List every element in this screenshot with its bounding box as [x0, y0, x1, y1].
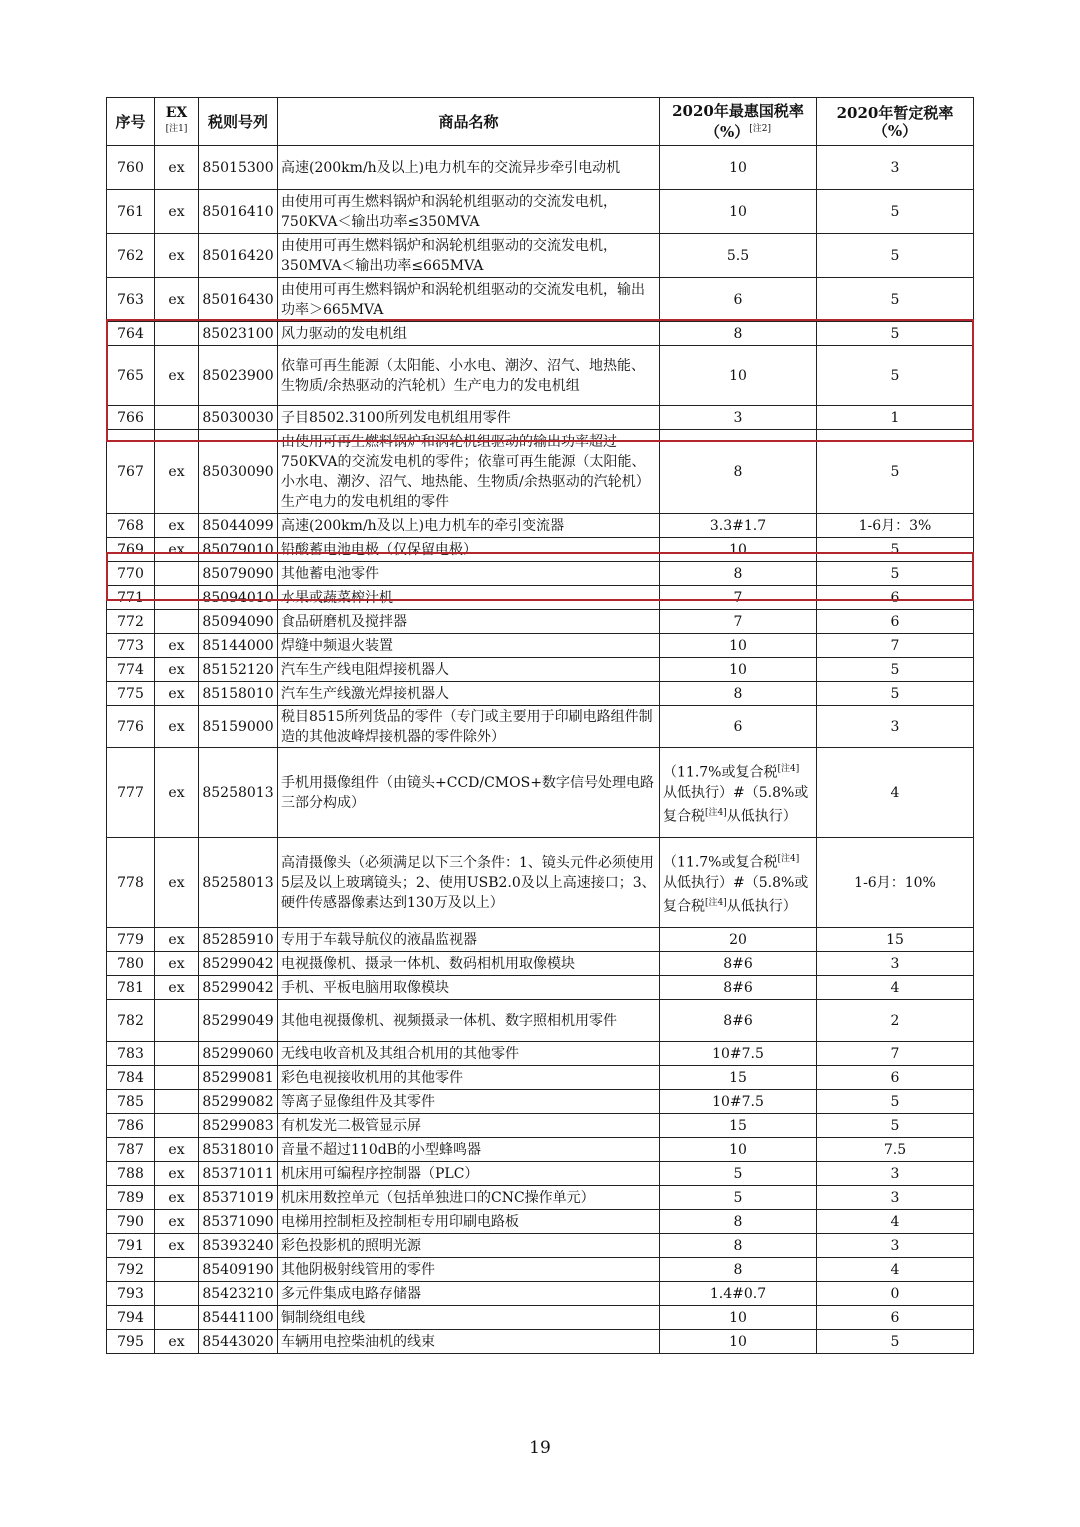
cell-code: 85044099 [199, 514, 278, 538]
cell-name: 无线电收音机及其组合机用的其他零件 [278, 1042, 660, 1066]
cell-ex: ex [155, 928, 199, 952]
cell-provisional-rate: 5 [817, 430, 974, 514]
cell-code: 85285910 [199, 928, 278, 952]
cell-seq: 768 [107, 514, 155, 538]
table-row [107, 406, 974, 430]
cell-name: 税目8515所列货品的零件（专门或主要用于印刷电路组件制造的其他波峰焊接机器的零件除外） [278, 706, 660, 748]
cell-provisional-rate: 5 [817, 658, 974, 682]
cell-seq: 771 [107, 586, 155, 610]
compound-rate-part3: 从低执行） [726, 898, 797, 915]
header-ex [155, 98, 199, 146]
header-provisional [817, 98, 974, 146]
cell-provisional-rate: 5 [817, 538, 974, 562]
cell-ex: ex [155, 838, 199, 928]
cell-name: 高速(200km/h及以上)电力机车的牵引变流器 [278, 514, 660, 538]
table-row [107, 190, 974, 234]
cell-provisional-rate: 5 [817, 190, 974, 234]
cell-name: 风力驱动的发电机组 [278, 322, 660, 346]
cell-mfn: 8 [660, 562, 817, 586]
cell-provisional-rate: 3 [817, 1162, 974, 1186]
cell-ex: ex [155, 682, 199, 706]
header-mfn [660, 98, 817, 146]
table-row [107, 538, 974, 562]
cell-mfn: 10#7.5 [660, 1090, 817, 1114]
cell-name: 高清摄像头（必须满足以下三个条件：1、镜头元件必须使用5层及以上玻璃镜头；2、使用USB2.0及以上高速接口；3、硬件传感器像素达到130万及以上） [278, 838, 660, 928]
cell-name: 依靠可再生能源（太阳能、小水电、潮汐、沼气、地热能、生物质/余热驱动的汽轮机）生产电力的发电机组 [278, 346, 660, 406]
cell-provisional-rate: 4 [817, 976, 974, 1000]
table-row [107, 928, 974, 952]
cell-code: 85016430 [199, 278, 278, 322]
table-row [107, 1090, 974, 1114]
cell-provisional-rate: 5 [817, 562, 974, 586]
cell-code: 85318010 [199, 1138, 278, 1162]
cell-ex [155, 1000, 199, 1042]
cell-mfn: 8 [660, 1234, 817, 1258]
table-row [107, 430, 974, 514]
cell-ex: ex [155, 346, 199, 406]
cell-seq: 785 [107, 1090, 155, 1114]
header-code: 税则号列 [199, 98, 278, 146]
cell-provisional-rate: 3 [817, 146, 974, 190]
cell-code: 85144000 [199, 634, 278, 658]
cell-mfn: 7 [660, 586, 817, 610]
cell-seq: 793 [107, 1282, 155, 1306]
cell-ex: ex [155, 538, 199, 562]
cell-code: 85299049 [199, 1000, 278, 1042]
cell-name: 铜制绕组电线 [278, 1306, 660, 1330]
cell-provisional-rate: 5 [817, 1090, 974, 1114]
cell-provisional-rate: 6 [817, 1066, 974, 1090]
cell-name: 高速(200km/h及以上)电力机车的交流异步牵引电动机 [278, 146, 660, 190]
cell-provisional-rate: 7 [817, 634, 974, 658]
table-row [107, 146, 974, 190]
cell-code: 85299082 [199, 1090, 278, 1114]
cell-ex [155, 586, 199, 610]
compound-rate-note: [注4] [705, 807, 727, 818]
cell-code: 85371019 [199, 1186, 278, 1210]
header-mfn-note: [注2] [749, 124, 771, 134]
cell-mfn: 8 [660, 322, 817, 346]
cell-seq: 795 [107, 1330, 155, 1354]
cell-seq: 784 [107, 1066, 155, 1090]
compound-rate-note: [注4] [777, 763, 800, 774]
cell-ex: ex [155, 430, 199, 514]
cell-seq: 783 [107, 1042, 155, 1066]
cell-name: 焊缝中频退火装置 [278, 634, 660, 658]
cell-provisional-rate: 6 [817, 586, 974, 610]
cell-name: 专用于车载导航仪的液晶监视器 [278, 928, 660, 952]
cell-mfn: 5 [660, 1186, 817, 1210]
table-row [107, 1330, 974, 1354]
cell-mfn: 20 [660, 928, 817, 952]
cell-seq: 776 [107, 706, 155, 748]
header-mfn-title: 2020年最惠国税率 [672, 102, 804, 120]
cell-provisional-rate: 3 [817, 1186, 974, 1210]
cell-mfn: 5.5 [660, 234, 817, 278]
cell-mfn: 6 [660, 706, 817, 748]
cell-seq: 772 [107, 610, 155, 634]
cell-provisional-rate: 4 [817, 1210, 974, 1234]
cell-name: 铅酸蓄电池电极（仅保留电极） [278, 538, 660, 562]
cell-ex: ex [155, 952, 199, 976]
cell-mfn: 10 [660, 634, 817, 658]
cell-mfn: 10 [660, 1138, 817, 1162]
cell-code: 85409190 [199, 1258, 278, 1282]
table-row [107, 278, 974, 322]
cell-name: 子目8502.3100所列发电机组用零件 [278, 406, 660, 430]
cell-ex [155, 610, 199, 634]
cell-provisional-rate: 2 [817, 1000, 974, 1042]
cell-ex [155, 1306, 199, 1330]
table-header-row [107, 98, 974, 146]
cell-ex: ex [155, 234, 199, 278]
table-row [107, 838, 974, 928]
cell-mfn: 10 [660, 346, 817, 406]
cell-mfn: 1.4#0.7 [660, 1282, 817, 1306]
cell-seq: 766 [107, 406, 155, 430]
cell-code: 85158010 [199, 682, 278, 706]
table-row [107, 234, 974, 278]
cell-code: 85016410 [199, 190, 278, 234]
table-row [107, 1186, 974, 1210]
cell-mfn: 5 [660, 1162, 817, 1186]
cell-mfn [660, 838, 817, 928]
cell-code: 85079090 [199, 562, 278, 586]
compound-rate-part1: （11.7%或复合税 [663, 854, 778, 871]
cell-seq: 773 [107, 634, 155, 658]
table-row [107, 1138, 974, 1162]
cell-mfn: 8#6 [660, 976, 817, 1000]
table-row [107, 562, 974, 586]
cell-code: 85299081 [199, 1066, 278, 1090]
cell-mfn: 8#6 [660, 952, 817, 976]
cell-ex [155, 1090, 199, 1114]
cell-code: 85159000 [199, 706, 278, 748]
cell-provisional-rate: 1 [817, 406, 974, 430]
cell-provisional-rate: 3 [817, 1234, 974, 1258]
cell-code: 85015300 [199, 146, 278, 190]
cell-ex [155, 1066, 199, 1090]
header-mfn-unit: （%） [704, 123, 750, 141]
cell-code: 85299060 [199, 1042, 278, 1066]
cell-name: 电视摄像机、摄录一体机、数码相机用取像模块 [278, 952, 660, 976]
table-row [107, 1066, 974, 1090]
cell-mfn: 8 [660, 1210, 817, 1234]
cell-seq: 788 [107, 1162, 155, 1186]
table-row [107, 1114, 974, 1138]
cell-code: 85030090 [199, 430, 278, 514]
table-row [107, 322, 974, 346]
cell-provisional-rate: 5 [817, 346, 974, 406]
cell-ex [155, 1114, 199, 1138]
cell-code: 85023100 [199, 322, 278, 346]
cell-mfn: 8 [660, 430, 817, 514]
compound-rate-part2: 从低执行）#（5.8%或复合税 [663, 874, 809, 915]
cell-provisional-rate: 4 [817, 748, 974, 838]
cell-code: 85258013 [199, 748, 278, 838]
table-row [107, 1282, 974, 1306]
cell-ex [155, 562, 199, 586]
cell-code: 85371090 [199, 1210, 278, 1234]
cell-name: 机床用可编程序控制器（PLC） [278, 1162, 660, 1186]
cell-code: 85258013 [199, 838, 278, 928]
table-row [107, 514, 974, 538]
cell-mfn: 10#7.5 [660, 1042, 817, 1066]
table-row [107, 1210, 974, 1234]
table-row [107, 1258, 974, 1282]
table-row [107, 952, 974, 976]
table-row [107, 1042, 974, 1066]
cell-ex [155, 1258, 199, 1282]
cell-code: 85299042 [199, 976, 278, 1000]
cell-provisional-rate: 3 [817, 706, 974, 748]
cell-seq: 761 [107, 190, 155, 234]
cell-code: 85371011 [199, 1162, 278, 1186]
cell-ex: ex [155, 976, 199, 1000]
table-row [107, 682, 974, 706]
cell-mfn: 10 [660, 1306, 817, 1330]
cell-seq: 787 [107, 1138, 155, 1162]
cell-ex: ex [155, 1138, 199, 1162]
cell-code: 85152120 [199, 658, 278, 682]
cell-mfn: 3.3#1.7 [660, 514, 817, 538]
table-row [107, 1162, 974, 1186]
cell-seq: 769 [107, 538, 155, 562]
cell-ex: ex [155, 1186, 199, 1210]
table-row [107, 1306, 974, 1330]
cell-ex: ex [155, 190, 199, 234]
page-number: 19 [529, 1438, 551, 1458]
tariff-table [106, 97, 974, 1354]
cell-provisional-rate: 7 [817, 1042, 974, 1066]
cell-name: 等离子显像组件及其零件 [278, 1090, 660, 1114]
cell-name: 其他蓄电池零件 [278, 562, 660, 586]
cell-code: 85443020 [199, 1330, 278, 1354]
cell-name: 汽车生产线激光焊接机器人 [278, 682, 660, 706]
cell-code: 85079010 [199, 538, 278, 562]
table-row [107, 976, 974, 1000]
cell-name: 机床用数控单元（包括单独进口的CNC操作单元） [278, 1186, 660, 1210]
cell-seq: 781 [107, 976, 155, 1000]
cell-ex: ex [155, 748, 199, 838]
cell-seq: 792 [107, 1258, 155, 1282]
cell-name: 汽车生产线电阻焊接机器人 [278, 658, 660, 682]
cell-name: 由使用可再生燃料锅炉和涡轮机组驱动的交流发电机，750KVA＜输出功率≤350MVA [278, 190, 660, 234]
cell-mfn: 15 [660, 1066, 817, 1090]
table-row [107, 748, 974, 838]
cell-provisional-rate: 5 [817, 322, 974, 346]
cell-name: 水果或蔬菜榨汁机 [278, 586, 660, 610]
compound-rate-note: [注4] [777, 853, 800, 864]
cell-name: 有机发光二极管显示屏 [278, 1114, 660, 1138]
header-name: 商品名称 [278, 98, 660, 146]
cell-name: 手机、平板电脑用取像模块 [278, 976, 660, 1000]
cell-mfn: 15 [660, 1114, 817, 1138]
cell-ex [155, 322, 199, 346]
cell-ex: ex [155, 1330, 199, 1354]
cell-name: 其他电视摄像机、视频摄录一体机、数字照相机用零件 [278, 1000, 660, 1042]
cell-name: 由使用可再生燃料锅炉和涡轮机组驱动的交流发电机，输出功率＞665MVA [278, 278, 660, 322]
cell-code: 85094090 [199, 610, 278, 634]
cell-seq: 790 [107, 1210, 155, 1234]
cell-seq: 780 [107, 952, 155, 976]
cell-provisional-rate: 5 [817, 234, 974, 278]
cell-seq: 765 [107, 346, 155, 406]
cell-ex: ex [155, 1210, 199, 1234]
cell-code: 85016420 [199, 234, 278, 278]
table-body [107, 146, 974, 1354]
table-row [107, 634, 974, 658]
cell-provisional-rate: 6 [817, 610, 974, 634]
cell-name: 食品研磨机及搅拌器 [278, 610, 660, 634]
header-provisional-title: 2020年暂定税率 [836, 103, 954, 122]
cell-seq: 778 [107, 838, 155, 928]
cell-seq: 767 [107, 430, 155, 514]
cell-seq: 794 [107, 1306, 155, 1330]
cell-seq: 760 [107, 146, 155, 190]
cell-ex: ex [155, 1162, 199, 1186]
cell-mfn: 3 [660, 406, 817, 430]
cell-provisional-rate: 6 [817, 1306, 974, 1330]
cell-name: 手机用摄像组件（由镜头+CCD/CMOS+数字信号处理电路三部分构成） [278, 748, 660, 838]
cell-seq: 770 [107, 562, 155, 586]
cell-provisional-rate: 0 [817, 1282, 974, 1306]
cell-ex: ex [155, 1234, 199, 1258]
cell-code: 85030030 [199, 406, 278, 430]
cell-seq: 762 [107, 234, 155, 278]
cell-seq: 789 [107, 1186, 155, 1210]
cell-mfn: 10 [660, 1330, 817, 1354]
cell-provisional-rate: 1-6月：3% [817, 514, 974, 538]
cell-code: 85423210 [199, 1282, 278, 1306]
cell-code: 85441100 [199, 1306, 278, 1330]
header-seq: 序号 [107, 98, 155, 146]
table-row [107, 1000, 974, 1042]
cell-name: 由使用可再生燃料锅炉和涡轮机组驱动的交流发电机，350MVA＜输出功率≤665MVA [278, 234, 660, 278]
cell-seq: 786 [107, 1114, 155, 1138]
compound-rate-part2: 从低执行）#（5.8%或复合税 [663, 784, 809, 825]
cell-code: 85393240 [199, 1234, 278, 1258]
header-provisional-unit: （%） [872, 121, 918, 140]
compound-rate-note: [注4] [705, 897, 727, 908]
cell-seq: 782 [107, 1000, 155, 1042]
header-ex-label: EX [165, 104, 188, 121]
table-row [107, 346, 974, 406]
cell-mfn: 7 [660, 610, 817, 634]
cell-ex [155, 406, 199, 430]
cell-mfn: 8 [660, 1258, 817, 1282]
cell-provisional-rate: 5 [817, 278, 974, 322]
cell-name: 多元件集成电路存储器 [278, 1282, 660, 1306]
cell-name: 由使用可再生燃料锅炉和涡轮机组驱动的输出功率超过750KVA的交流发电机的零件；依靠可再生能源（太阳能、小水电、潮汐、沼气、地热能、生物质/余热驱动的汽轮机）生产电力的发电机组的零件 [278, 430, 660, 514]
cell-code: 85023900 [199, 346, 278, 406]
cell-name: 车辆用电控柴油机的线束 [278, 1330, 660, 1354]
cell-mfn: 8 [660, 682, 817, 706]
cell-name: 音量不超过110dB的小型蜂鸣器 [278, 1138, 660, 1162]
cell-ex: ex [155, 146, 199, 190]
cell-provisional-rate: 5 [817, 1330, 974, 1354]
cell-name: 彩色投影机的照明光源 [278, 1234, 660, 1258]
cell-mfn [660, 748, 817, 838]
cell-name: 电梯用控制柜及控制柜专用印刷电路板 [278, 1210, 660, 1234]
compound-rate-part3: 从低执行） [726, 808, 797, 825]
cell-mfn: 10 [660, 658, 817, 682]
cell-code: 85299083 [199, 1114, 278, 1138]
cell-provisional-rate: 5 [817, 682, 974, 706]
cell-mfn: 8#6 [660, 1000, 817, 1042]
cell-provisional-rate: 4 [817, 1258, 974, 1282]
cell-seq: 791 [107, 1234, 155, 1258]
cell-mfn: 10 [660, 190, 817, 234]
cell-seq: 777 [107, 748, 155, 838]
cell-ex: ex [155, 278, 199, 322]
cell-ex [155, 1282, 199, 1306]
cell-name: 彩色电视接收机用的其他零件 [278, 1066, 660, 1090]
header-ex-note: [注1] [165, 123, 188, 134]
cell-code: 85299042 [199, 952, 278, 976]
cell-ex [155, 1042, 199, 1066]
cell-code: 85094010 [199, 586, 278, 610]
cell-seq: 779 [107, 928, 155, 952]
cell-ex: ex [155, 514, 199, 538]
compound-rate-part1: （11.7%或复合税 [663, 764, 778, 781]
cell-mfn: 10 [660, 146, 817, 190]
cell-seq: 775 [107, 682, 155, 706]
cell-provisional-rate: 3 [817, 952, 974, 976]
cell-seq: 764 [107, 322, 155, 346]
cell-ex: ex [155, 658, 199, 682]
cell-ex: ex [155, 706, 199, 748]
table-row [107, 586, 974, 610]
cell-seq: 774 [107, 658, 155, 682]
cell-seq: 763 [107, 278, 155, 322]
cell-name: 其他阴极射线管用的零件 [278, 1258, 660, 1282]
cell-provisional-rate: 7.5 [817, 1138, 974, 1162]
cell-mfn: 6 [660, 278, 817, 322]
table-row [107, 610, 974, 634]
table-row [107, 706, 974, 748]
cell-provisional-rate: 1-6月：10% [817, 838, 974, 928]
table-row [107, 1234, 974, 1258]
cell-ex: ex [155, 634, 199, 658]
cell-mfn: 10 [660, 538, 817, 562]
cell-provisional-rate: 5 [817, 1114, 974, 1138]
table-row [107, 658, 974, 682]
cell-provisional-rate: 15 [817, 928, 974, 952]
